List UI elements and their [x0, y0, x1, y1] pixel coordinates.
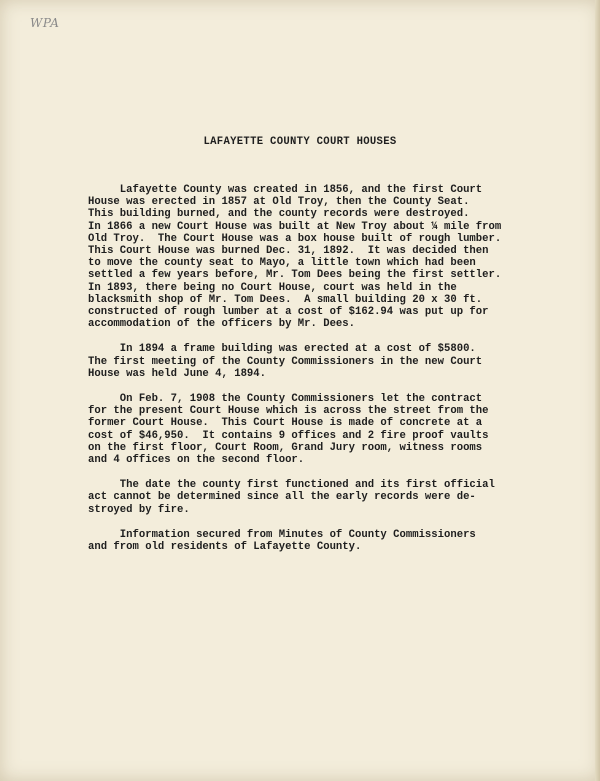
text-line: Information secured from Minutes of County Commissioners [88, 528, 476, 541]
text-line: This Court House was burned Dec. 31, 1892. It was decided then [88, 245, 489, 258]
text-line: for the present Court House which is across the street from the [88, 405, 489, 418]
text-line: House was held June 4, 1894. [88, 367, 267, 380]
text-line: stroyed by fire. [88, 503, 190, 516]
margin-note: WPA [30, 16, 60, 30]
text-line: On Feb. 7, 1908 the County Commissioners let the contract [88, 393, 483, 406]
text-line: This building burned, and the county records were destroyed. [88, 208, 470, 221]
text-line: In 1893, there being no Court House, court was held in the [88, 281, 457, 294]
paragraph-5 [88, 529, 558, 553]
text-line: In 1894 a frame building was erected at a cost of $5800. [88, 343, 476, 356]
text-line: to move the county seat to Mayo, a little town which had been [88, 257, 476, 270]
paper-edge [595, 0, 600, 781]
text-line: House was erected in 1857 at Old Troy, then the County Seat. [88, 196, 470, 209]
text-line: In 1866 a new Court House was built at New Troy about ¼ mile from [88, 220, 502, 233]
text-line: act cannot be determined since all the early records were de- [88, 491, 476, 504]
text-line: settled a few years before, Mr. Tom Dees being the first settler. [88, 269, 502, 282]
text-line: cost of $46,950. It contains 9 offices and 2 fire proof vaults [88, 429, 489, 442]
text-line: former Court House. This Court House is made of concrete at a [88, 417, 483, 430]
text-line: The date the county first functioned and its first official [88, 479, 495, 492]
text-line: and 4 offices on the second floor. [88, 454, 305, 467]
text-line: Lafayette County was created in 1856, and the first Court [88, 184, 483, 196]
text-line: The first meeting of the County Commissioners in the new Court [88, 355, 483, 368]
paragraph-1 [88, 184, 558, 330]
paragraph-2 [88, 343, 558, 380]
text-line: constructed of rough lumber at a cost of $162.94 was put up for [88, 306, 489, 319]
text-line: and from old residents of Lafayette County. [88, 541, 362, 554]
paragraph-3 [88, 393, 558, 466]
text-line: Old Troy. The Court House was a box house built of rough lumber. [88, 232, 502, 245]
text-line: accommodation of the officers by Mr. Dees. [88, 318, 356, 331]
text-line: on the first floor, Court Room, Grand Jury room, witness rooms [88, 441, 483, 454]
document-body [88, 184, 558, 566]
text-line: blacksmith shop of Mr. Tom Dees. A small building 20 x 30 ft. [88, 293, 483, 306]
document-title: LAFAYETTE COUNTY COURT HOUSES [203, 136, 397, 148]
paragraph-4 [88, 479, 558, 516]
